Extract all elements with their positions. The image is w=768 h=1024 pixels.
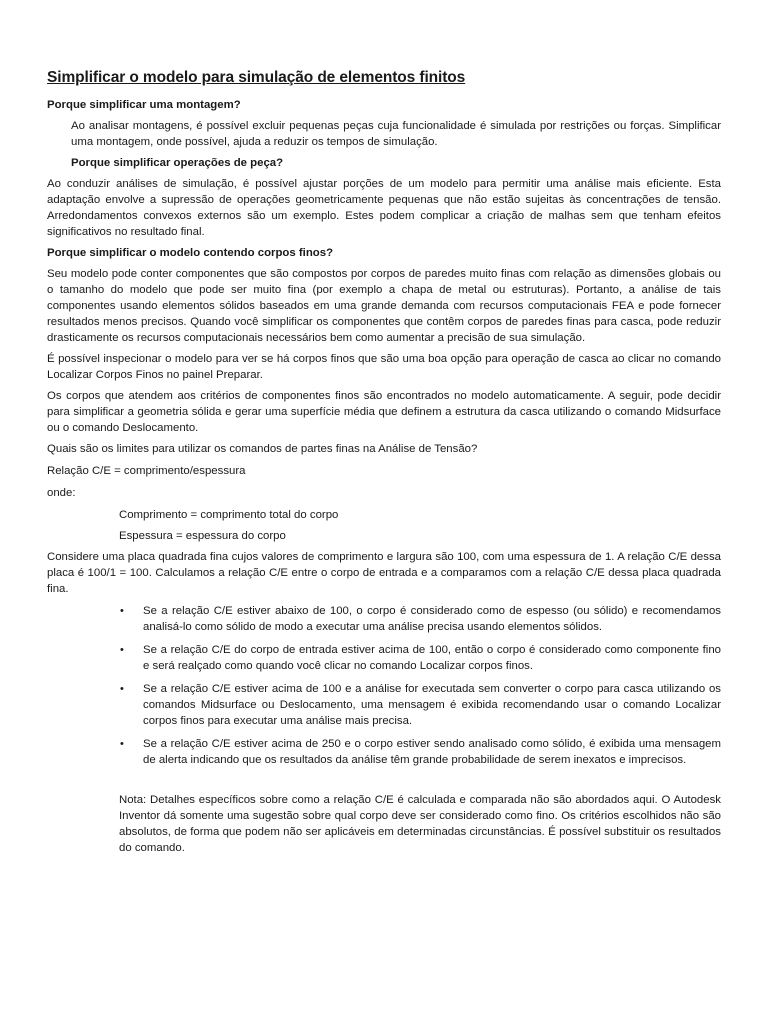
note-paragraph: Nota: Detalhes específicos sobre como a relação C/E é calculada e comparada não são abordados aqui. O Autodesk Inventor dá somente uma sugestão sobre qual corpo deve ser considerado como fino. Os critérios escolhidos não são absolutos, de forma que podem não ser aplicáveis em determinadas circunstâncias. É possível substituir os resultados do comando.: [119, 794, 721, 854]
bullet-icon: •: [120, 683, 124, 695]
list-item-text: Se a relação C/E do corpo de entrada estiver acima de 100, então o corpo é considerado como componente fino e será realçado como quando você clicar no comando Localizar corpos finos.: [143, 644, 721, 672]
definition-comprimento: Comprimento = comprimento total do corpo: [119, 509, 339, 521]
paragraph-operacoes: Ao conduzir análises de simulação, é possível ajustar porções de um modelo para permitir uma análise mais eficiente. Esta adaptação envolve a supressão de operações geometricamente pequenas que não estão sujeitas às concentrações de tensão. Arredondamentos convexos externos são um exemplo. Estes podem complicar a criação de malhas sem que tenham efeitos significativos no resultado final.: [47, 178, 721, 238]
paragraph-onde: onde:: [47, 487, 76, 499]
paragraph-relacao: Relação C/E = comprimento/espessura: [47, 465, 246, 477]
bullet-icon: •: [120, 644, 124, 656]
paragraph-placa: Considere uma placa quadrada fina cujos valores de comprimento e largura são 100, com uma espessura de 1. A relação C/E dessa placa é 100/1 = 100. Calculamos a relação C/E entre o corpo de entrada e a comparamos com a relação C/E dessa placa quadrada fina.: [47, 551, 721, 595]
section-heading-operacoes: Porque simplificar operações de peça?: [71, 157, 284, 169]
paragraph-corpos-finos-1: Seu modelo pode conter componentes que são compostos por corpos de paredes muito finas com relação as dimensões globais ou o tamanho do modelo que pode ser muito fina (por exemplo a chapa de metal ou estruturas). Portanto, a análise de tais componentes usando elementos sólidos baseados em uma grande demanda com recursos computacionais FEA e pode fornecer resultados menos precisos. Quando você simplificar os componentes que contêm corpos de paredes finas para casca, pode reduzir drasticamente os recursos computacionais necessários bem como aumentar a precisão de sua simulação.: [47, 268, 721, 344]
list-item-text: Se a relação C/E estiver acima de 100 e a análise for executada sem converter o corpo para casca utilizando os comandos Midsurface ou Deslocamento, uma mensagem é exibida recomendando usar o comando Localizar corpos finos para executar uma análise mais precisa.: [143, 683, 721, 727]
page-title: Simplificar o modelo para simulação de elementos finitos: [47, 69, 466, 86]
paragraph-limites: Quais são os limites para utilizar os comandos de partes finas na Análise de Tensão?: [47, 443, 478, 455]
bullet-icon: •: [120, 738, 124, 750]
paragraph-corpos-finos-3: Os corpos que atendem aos critérios de componentes finos são encontrados no modelo automaticamente. A seguir, pode decidir para simplificar a geometria sólida e gerar uma superfície média que definem a estrutura da casca utilizando o comando Midsurface ou o comando Deslocamento.: [47, 390, 721, 434]
bullet-icon: •: [120, 605, 124, 617]
paragraph-corpos-finos-2: É possível inspecionar o modelo para ver se há corpos finos que são uma boa opção para operação de casca ao clicar no comando Localizar Corpos Finos no painel Preparar.: [47, 353, 721, 381]
section-heading-montagem: Porque simplificar uma montagem?: [47, 99, 241, 111]
list-item-text: Se a relação C/E estiver abaixo de 100, o corpo é considerado como de espesso (ou sólido) e recomendamos analisá-lo como sólido de modo a executar uma análise precisa usando elementos sólidos.: [143, 605, 721, 633]
section-heading-corpos-finos: Porque simplificar o modelo contendo corpos finos?: [47, 247, 334, 259]
list-item-text: Se a relação C/E estiver acima de 250 e o corpo estiver sendo analisado como sólido, é exibida uma mensagem de alerta indicando que os resultados da análise têm grande probabilidade de serem inexatos e imprecisos.: [143, 738, 721, 766]
document-page: [47, 68, 721, 856]
paragraph-montagem: Ao analisar montagens, é possível excluir pequenas peças cuja funcionalidade é simulada por restrições ou forças. Simplificar uma montagem, onde possível, ajuda a reduzir os tempos de simulação.: [71, 120, 721, 148]
list-item: [47, 681, 721, 729]
definition-espessura: Espessura = espessura do corpo: [119, 530, 286, 542]
bullet-list: [47, 603, 721, 768]
list-item: [47, 642, 721, 674]
list-item: [47, 736, 721, 768]
list-item: [47, 603, 721, 635]
